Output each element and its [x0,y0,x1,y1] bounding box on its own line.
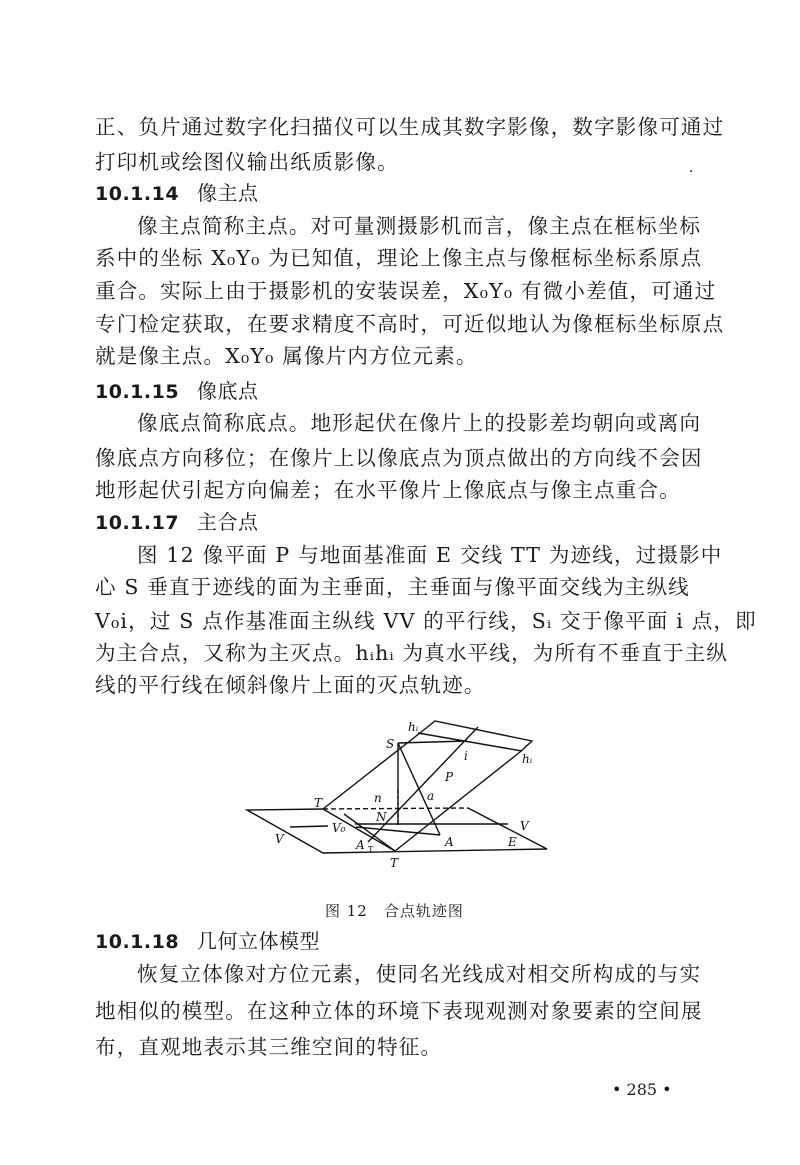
text-line: 地相似的模型。在这种立体的环境下表现观测对象要素的空间展 [95,999,703,1023]
text-line: 就是像主点。X₀Y₀ 属像片内方位元素。 [95,344,478,368]
text-line: 专门检定获取，在要求精度不高时，可近似地认为像框标坐标原点 [95,312,725,336]
section-number: 10.1.14 [95,183,180,205]
section-number: 10.1.18 [95,931,180,953]
label-T: T [314,796,323,810]
text-line: 恢复立体像对方位元素，使同名光线成对相交所构成的与实 [137,962,702,986]
label-V: V [520,819,529,833]
label-hi: hᵢ [408,720,419,734]
label-hi: hᵢ [522,752,533,766]
text-line: 心 S 垂直于迹线的面为主垂面，主垂面与像平面交线为主纵线 [95,575,690,599]
text-line: 像底点简称底点。地形起伏在像片上的投影差均朝向或离向 [137,411,702,435]
trace-line-dashed [323,808,468,809]
text-line: 布，直观地表示其三维空间的特征。 [95,1035,443,1059]
figure-caption: 图 12 合点轨迹图 [325,902,464,920]
section-title: 几何立体模型 [197,929,321,953]
text-line: 为主合点，又称为主灭点。hᵢhᵢ 为真水平线，为所有不垂直于主纵 [95,641,729,665]
text-line: V₀i，过 S 点作基准面主纵线 VV 的平行线，Sᵢ 交于像平面 i 点，即 [95,609,757,633]
image-plane-edge [395,752,520,851]
label-E: E [508,835,517,849]
label-AT-subscript: T [368,845,374,854]
label-n: n [374,791,382,805]
page-number: • 285 • [612,1080,672,1099]
label-S: S [386,737,395,751]
principal-vertical-VV-left [290,826,328,827]
scan-speck [690,170,692,172]
section-title: 主合点 [197,510,259,534]
image-plane-edge [323,733,420,809]
section-number: 10.1.15 [95,381,180,403]
label-T: T [390,856,399,870]
label-P: P [445,770,454,784]
principal-line [368,727,478,842]
text-line: 地形起伏引起方向偏差；在水平像片上像底点与像主点重合。 [95,478,681,502]
label-i: i [464,749,468,763]
section-heading-10-1-17 [95,510,259,535]
text-line: 线的平行线在倾斜像片上面的灭点轨迹。 [95,673,486,697]
label-AT: A [356,838,365,852]
text-line: 图 12 像平面 P 与地面基准面 E 交线 TT 为迹线，过摄影中 [137,543,723,567]
label-V0: V₀ [332,821,346,835]
label-V: V [275,832,284,846]
section-heading-10-1-15 [95,379,259,404]
text-line: 重合。实际上由于摄影机的安装误差，X₀Y₀ 有微小差值，可通过 [95,279,717,303]
text-line: 正、负片通过数字化扫描仪可以生成其数字影像，数字影像可通过 [95,115,725,139]
text-line: 打印机或绘图仪输出纸质影像。 [95,150,399,174]
label-a: a [427,789,435,803]
section-number: 10.1.17 [95,512,180,534]
label-A: A [445,835,454,849]
section-heading-10-1-18 [95,929,320,954]
text-line: 系中的坐标 X₀Y₀ 为已知值，理论上像主点与像框标坐标系原点 [95,246,703,270]
section-title: 像底点 [197,379,259,403]
label-N: N [376,810,387,824]
section-title: 像主点 [197,181,259,205]
text-line: 像主点简称主点。对可量测摄影机而言，像主点在框标坐标 [137,214,702,238]
text-line: 像底点方向移位；在像片上以像底点为顶点做出的方向线不会因 [95,446,703,470]
section-heading-10-1-14 [95,181,259,206]
vanishing-point-trace-diagram [240,715,570,875]
